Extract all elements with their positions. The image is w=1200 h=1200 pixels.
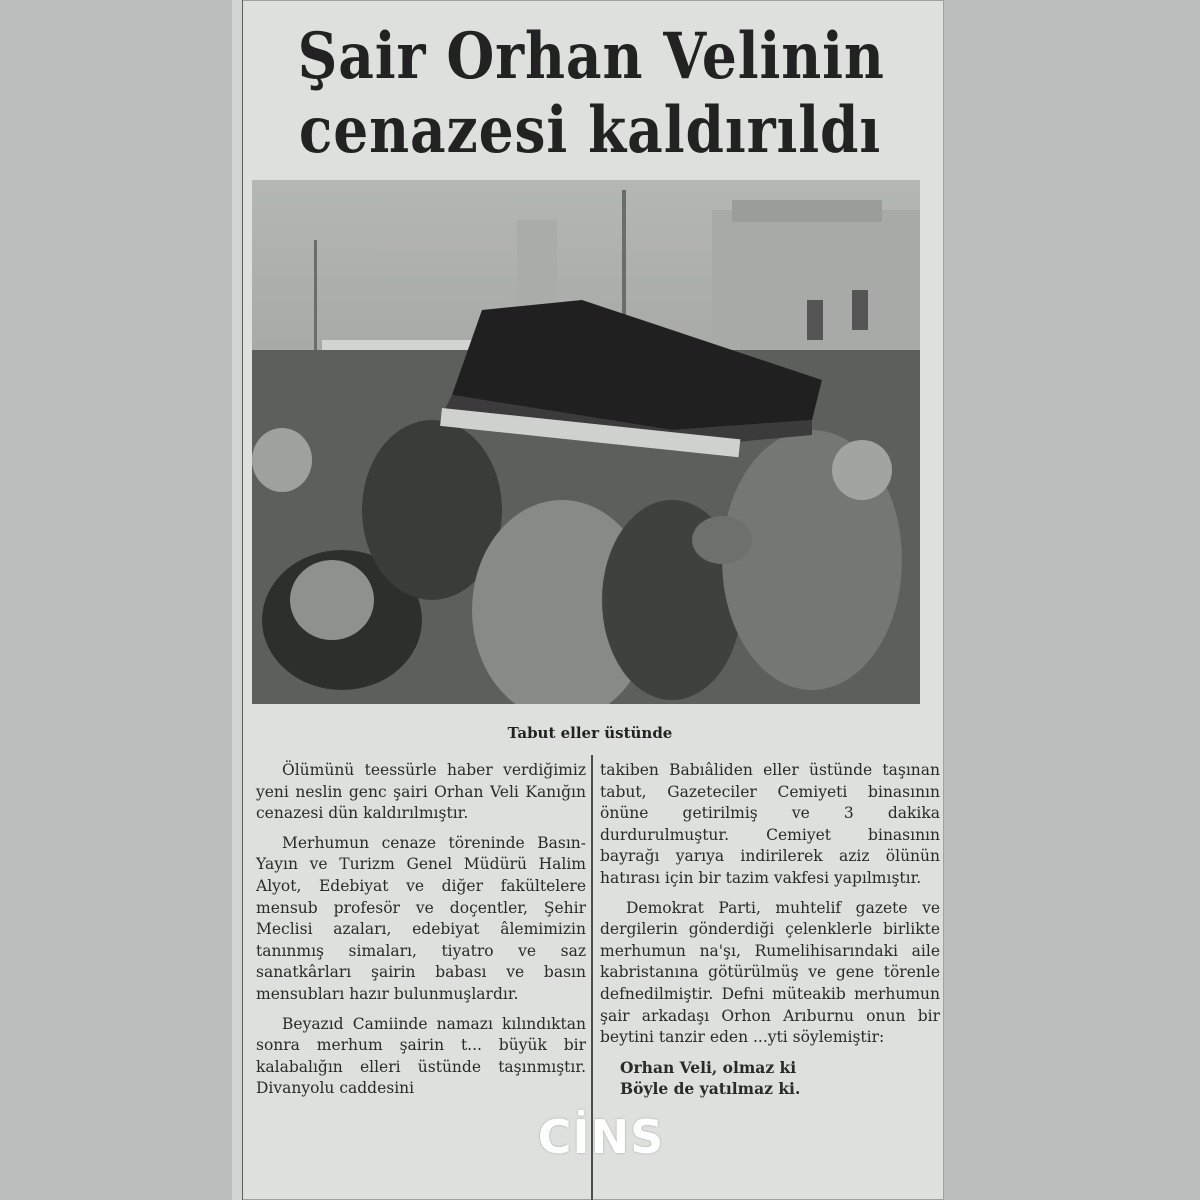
poem-line-1: Orhan Veli, olmaz ki [620, 1057, 797, 1077]
headline [298, 20, 883, 168]
article-left-column [256, 760, 586, 1108]
poem-line-2: Böyle de yatılmaz ki. [620, 1079, 801, 1099]
right-paragraph-1: takiben Babıâliden eller üstünde taşınan tabut, Gazeteciler Cemiyeti binasının önüne getirilmiş ve 3 dakika durdurulmuştur. Cemiyet binasının bayrağı yarıya indirilerek aziz ölünün hatırası için bir tazim vakfesi yapılmıştır. [600, 761, 940, 887]
photo-caption: Tabut eller üstünde [507, 724, 673, 742]
left-paragraph-2: Merhumun cenaze töreninde Basın-Yayın ve Turizm Genel Müdürü Halim Alyot, Edebiyat ve diğer fakültelere mensub profesör ve doçentler, Şehir Meclisi azaları, edebiyat âlemimizin tanınmış simaları, tiyatro ve saz sanatkârları şairin babası ve basın mensubları hazır bulunmuşlardır. [256, 833, 586, 1003]
headline-line-2: cenazesi kaldırıldı [298, 93, 882, 168]
right-paragraph-2: Demokrat Parti, muhtelif gazete ve dergilerin gönderdiği çelenklerle birlikte merhumun na'şı, Rumelihisarındaki aile kabristanına götürülmüş ve gene törenle defnedilmiştir. Defni müteakib merhumun şair arkadaşı Orhon Arıburnu onun bir beytini tanzir eden ...yti söylemiştir: [600, 898, 940, 1047]
article-right-column [600, 760, 940, 1108]
funeral-photo [252, 180, 920, 704]
adjacent-column-edge [232, 0, 243, 1200]
left-paragraph-3: Beyazıd Camiinde namazı kılındıktan sonra merhum şairin t... büyük bir kalabalığın elleri üstünde taşınmıştır. Divanyolu caddesini [256, 1014, 586, 1098]
cins-logo: CİNS [537, 1110, 665, 1164]
headline-line-1: Şair Orhan Velinin [297, 19, 885, 94]
left-paragraph-1: Ölümünü teessürle haber verdiğimiz yeni neslin genc şairi Orhan Veli Kanığın cenazesi dün kaldırılmıştır. [256, 761, 586, 823]
